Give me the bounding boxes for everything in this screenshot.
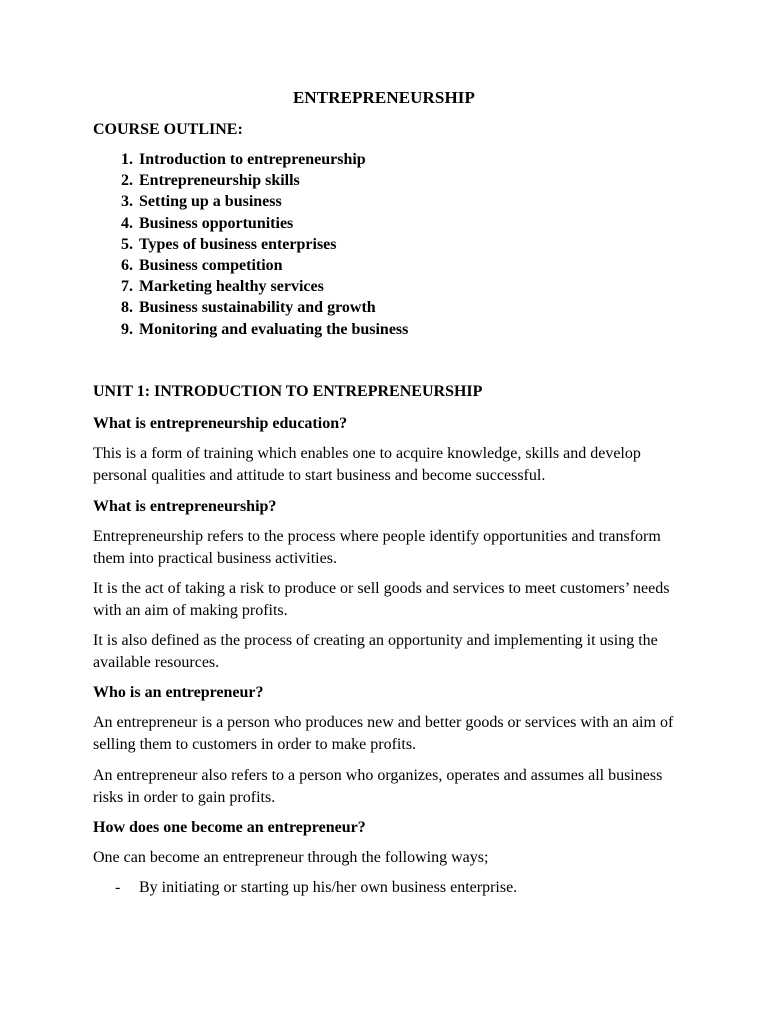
- list-item-number: 5.: [121, 235, 133, 253]
- question-heading: What is entrepreneurship education?: [93, 415, 348, 432]
- list-item-text: Setting up a business: [139, 193, 282, 211]
- paragraph: An entrepreneur also refers to a person who organizes, operates and assumes all business risks in order to gain profits.: [93, 767, 663, 806]
- list-item-text: Business sustainability and growth: [139, 299, 376, 317]
- list-item-text: Introduction to entrepreneurship: [139, 151, 366, 168]
- bullet-marker: -: [115, 879, 121, 896]
- list-item-text: Entrepreneurship skills: [139, 172, 300, 190]
- list-item-number: 3.: [121, 193, 133, 211]
- list-item-number: 1.: [121, 151, 133, 168]
- list-item-number: 4.: [121, 214, 133, 232]
- list-item-number: 9.: [121, 320, 133, 338]
- bullet-text: By initiating or starting up his/her own business enterprise.: [139, 879, 518, 896]
- list-item-text: Monitoring and evaluating the business: [139, 320, 409, 338]
- paragraph: One can become an entrepreneur through the following ways;: [93, 849, 489, 866]
- list-item-text: Business opportunities: [139, 214, 294, 232]
- list-item-text: Types of business enterprises: [139, 235, 337, 253]
- paragraph: An entrepreneur is a person who produces new and better goods or services with an aim of selling them to customers in order to make profits.: [93, 714, 674, 753]
- unit-heading: UNIT 1: INTRODUCTION TO ENTREPRENEURSHIP: [93, 383, 483, 400]
- course-outline-heading: COURSE OUTLINE:: [93, 121, 243, 138]
- paragraph: Entrepreneurship refers to the process where people identify opportunities and transform them into practical business activities.: [93, 528, 661, 567]
- list-item-number: 7.: [121, 278, 133, 296]
- paragraph: It is the act of taking a risk to produce or sell goods and services to meet customers’ needs with an aim of making profits.: [93, 580, 670, 619]
- document-title: ENTREPRENEURSHIP: [292, 88, 476, 107]
- paragraph: This is a form of training which enables one to acquire knowledge, skills and develop personal qualities and attitude to start business and become successful.: [93, 445, 641, 484]
- list-item-number: 6.: [121, 256, 133, 274]
- question-heading: What is entrepreneurship?: [93, 498, 277, 515]
- list-item-text: Marketing healthy services: [139, 278, 324, 296]
- question-heading: How does one become an entrepreneur?: [93, 819, 366, 836]
- list-item-number: 2.: [121, 172, 133, 190]
- list-item-number: 8.: [121, 299, 133, 317]
- list-item-text: Business competition: [139, 256, 283, 274]
- question-heading: Who is an entrepreneur?: [93, 684, 264, 701]
- paragraph: It is also defined as the process of creating an opportunity and implementing it using the available resources.: [93, 632, 658, 671]
